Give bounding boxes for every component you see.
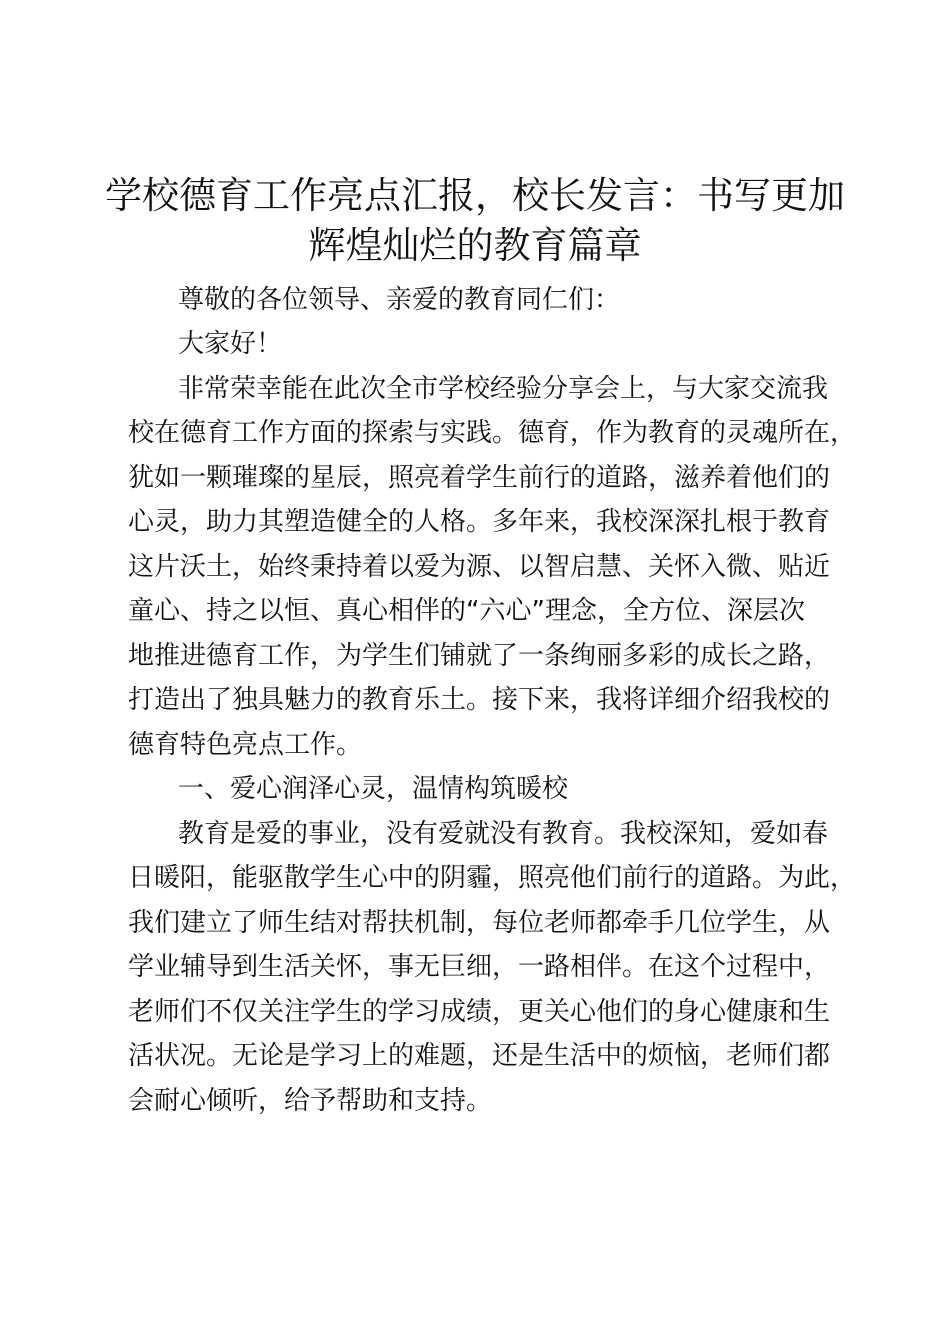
paragraph-line: 犹如一颗璀璨的星辰，照亮着学生前行的道路，滋养着他们的 xyxy=(128,463,831,493)
paragraph-line: 这片沃土，始终秉持着以爱为源、以智启慧、关怀入微、贴近 xyxy=(128,552,831,582)
paragraph-line: 日暖阳，能驱散学生心中的阴霾，照亮他们前行的道路。为此， xyxy=(128,863,857,893)
paragraph-line: 打造出了独具魅力的教育乐土。接下来，我将详细介绍我校的 xyxy=(128,685,831,715)
paragraph-line: 学业辅导到生活关怀，事无巨细，一路相伴。在这个过程中， xyxy=(128,952,831,982)
paragraph-line: 心灵，助力其塑造健全的人格。多年来，我校深深扎根于教育 xyxy=(128,507,831,537)
paragraph-line: 校在德育工作方面的探索与实践。德育，作为教育的灵魂所在， xyxy=(128,418,857,448)
section-heading: 一、爱心润泽心灵，温情构筑暖校 xyxy=(178,774,569,804)
paragraph-line: 老师们不仅关注学生的学习成绩，更关心他们的身心健康和生 xyxy=(128,997,831,1027)
paragraph-line: 教育是爱的事业，没有爱就没有教育。我校深知，爱如春 xyxy=(178,819,829,849)
paragraph-line: 活状况。无论是学习上的难题，还是生活中的烦恼，老师们都 xyxy=(128,1041,831,1071)
greeting: 大家好！ xyxy=(178,329,283,359)
document-title-line-1: 学校德育工作亮点汇报，校长发言：书写更加 xyxy=(105,174,845,217)
paragraph-line: 我们建立了师生结对帮扶机制，每位老师都牵手几位学生，从 xyxy=(128,908,831,938)
paragraph-line: 非常荣幸能在此次全市学校经验分享会上，与大家交流我 xyxy=(178,374,829,404)
paragraph-line: 地推进德育工作，为学生们铺就了一条绚丽多彩的成长之路， xyxy=(128,641,831,671)
salutation: 尊敬的各位领导、亲爱的教育同仁们： xyxy=(178,285,621,315)
paragraph-line: 会耐心倾听，给予帮助和支持。 xyxy=(128,1086,493,1116)
paragraph-line: 德育特色亮点工作。 xyxy=(128,730,363,760)
document-title-line-2: 辉煌灿烂的教育篇章 xyxy=(308,224,642,267)
paragraph-line: 童心、持之以恒、真心相伴的“六心”理念，全方位、深层次 xyxy=(128,596,805,626)
